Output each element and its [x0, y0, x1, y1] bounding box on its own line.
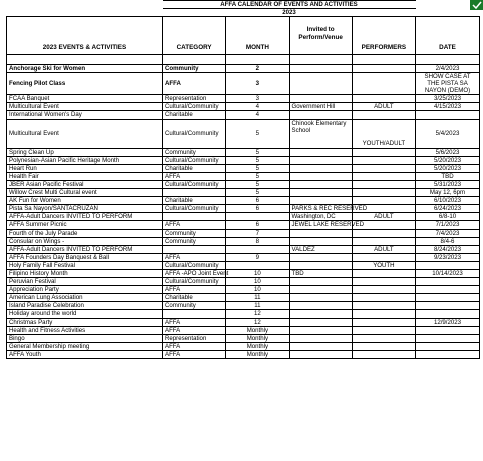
event-cell: Spring Clean Up	[7, 148, 163, 156]
date-cell: 5/20/2023	[416, 164, 480, 172]
header-date: DATE	[416, 17, 480, 55]
performers-cell	[352, 318, 415, 326]
invited-cell: VALDEZ	[289, 245, 352, 253]
performers-cell	[352, 286, 415, 294]
event-cell: International Women's Day	[7, 111, 163, 119]
invited-cell	[289, 229, 352, 237]
year-row	[7, 9, 480, 17]
invited-cell	[289, 111, 352, 119]
category-cell: AFFA	[163, 221, 226, 229]
table-row	[7, 253, 480, 261]
table-row	[7, 111, 480, 119]
category-cell: Cultural/Community	[163, 180, 226, 188]
category-cell	[163, 213, 226, 221]
performers-cell	[352, 180, 415, 188]
table-row	[7, 205, 480, 213]
invited-cell: TBD	[289, 269, 352, 277]
month-cell	[226, 213, 289, 221]
performers-cell: ADULT	[352, 103, 415, 111]
category-cell: AFFA	[163, 342, 226, 350]
table-row	[7, 229, 480, 237]
table-row	[7, 261, 480, 269]
invited-cell	[289, 334, 352, 342]
date-cell: May 12, 6pm	[416, 189, 480, 197]
date-cell	[416, 310, 480, 318]
spacer-row	[7, 55, 480, 65]
event-cell: Anchorage Ski for Women	[7, 65, 163, 73]
event-cell: Holiday around the world	[7, 310, 163, 318]
event-cell: Filipino History Month	[7, 269, 163, 277]
date-cell: TBD	[416, 172, 480, 180]
performers-cell: ADULT	[352, 213, 415, 221]
category-cell	[163, 189, 226, 197]
month-cell: 10	[226, 286, 289, 294]
performers-cell	[352, 342, 415, 350]
invited-cell	[289, 278, 352, 286]
table-row	[7, 326, 480, 334]
month-cell: Monthly	[226, 342, 289, 350]
category-cell: Representation	[163, 334, 226, 342]
event-cell: AFFA Founders Day Banquest & Ball	[7, 253, 163, 261]
date-cell: 4/15/2023	[416, 103, 480, 111]
performers-cell	[352, 302, 415, 310]
date-cell: SHOW CASE AT THE PISTA SA NAYON (DEMO)	[416, 73, 480, 95]
date-cell	[416, 294, 480, 302]
event-cell: Christmas Party	[7, 318, 163, 326]
performers-cell	[352, 111, 415, 119]
performers-cell	[352, 229, 415, 237]
performers-cell	[352, 197, 415, 205]
invited-cell	[289, 350, 352, 358]
event-cell: Heart Run	[7, 164, 163, 172]
performers-cell: ADULT	[352, 245, 415, 253]
table-row	[7, 197, 480, 205]
invited-cell	[289, 172, 352, 180]
event-cell: Polynesian-Asian Pacific Heritage Month	[7, 156, 163, 164]
invited-cell: PARKS & REC RESERVED	[289, 205, 352, 213]
table-row	[7, 65, 480, 73]
category-cell	[163, 245, 226, 253]
invited-cell	[289, 189, 352, 197]
month-cell: 4	[226, 111, 289, 119]
header-category: CATEGORY	[163, 17, 226, 55]
event-cell: Appreciation Party	[7, 286, 163, 294]
category-cell: AFFA	[163, 318, 226, 326]
month-cell: 4	[226, 103, 289, 111]
date-cell	[416, 326, 480, 334]
category-cell: Charitable	[163, 164, 226, 172]
event-cell: AFFA Summer Picnic	[7, 221, 163, 229]
event-cell: Consular on Wings -	[7, 237, 163, 245]
performers-cell	[352, 148, 415, 156]
invited-cell	[289, 302, 352, 310]
month-cell: 11	[226, 302, 289, 310]
date-cell: 6/8-10	[416, 213, 480, 221]
invited-cell: Government Hill	[289, 103, 352, 111]
invited-cell	[289, 197, 352, 205]
category-cell: AFFA	[163, 326, 226, 334]
invited-cell	[289, 65, 352, 73]
event-cell: AK Fun for Women	[7, 197, 163, 205]
month-cell: 5	[226, 119, 289, 148]
invited-cell	[289, 253, 352, 261]
performers-cell	[352, 189, 415, 197]
event-cell: Fencing Pilot Class	[7, 73, 163, 95]
month-cell: 12	[226, 310, 289, 318]
date-cell: 8/24/2023	[416, 245, 480, 253]
date-cell: 9/23/2023	[416, 253, 480, 261]
event-cell: AFFA-Adult Dancers INVITED TO PERFORM	[7, 245, 163, 253]
month-cell: 10	[226, 269, 289, 277]
table-row	[7, 164, 480, 172]
table-row	[7, 318, 480, 326]
performers-cell	[352, 95, 415, 103]
category-cell: Charitable	[163, 294, 226, 302]
table-row	[7, 294, 480, 302]
date-cell: 5/31/2023	[416, 180, 480, 188]
month-cell: 8	[226, 237, 289, 245]
month-cell: 6	[226, 205, 289, 213]
event-cell: Multicultural Event	[7, 103, 163, 111]
event-cell: AFFA-Adult Dancers INVITED TO PERFORM	[7, 213, 163, 221]
header-invited: Invited to Perform/Venue	[289, 17, 352, 55]
month-cell: Monthly	[226, 326, 289, 334]
event-cell: Holy Family Fall Festival	[7, 261, 163, 269]
category-cell: Cultural/Community	[163, 156, 226, 164]
date-cell: 8/4-6	[416, 237, 480, 245]
invited-cell	[289, 318, 352, 326]
date-cell	[416, 286, 480, 294]
date-cell	[416, 302, 480, 310]
header-performers: PERFORMERS	[352, 17, 415, 55]
month-cell: 2	[226, 65, 289, 73]
category-cell	[163, 310, 226, 318]
date-cell: 12/9/2023	[416, 318, 480, 326]
invited-cell	[289, 148, 352, 156]
event-cell: Fourth of the July Parade	[7, 229, 163, 237]
table-row	[7, 302, 480, 310]
title-row	[7, 1, 480, 9]
category-cell: AFFA	[163, 73, 226, 95]
month-cell: 9	[226, 253, 289, 261]
table-row	[7, 180, 480, 188]
performers-cell	[352, 350, 415, 358]
invited-cell	[289, 237, 352, 245]
date-cell: 5/20/2023	[416, 156, 480, 164]
month-cell: Monthly	[226, 350, 289, 358]
header-row	[7, 17, 480, 55]
invited-cell: Washington, DC	[289, 213, 352, 221]
date-cell: 6/10/2023	[416, 197, 480, 205]
event-cell: Pista Sa Nayon/SANTACRUZAN	[7, 205, 163, 213]
category-cell: AFFA	[163, 253, 226, 261]
category-cell: Cultural/Community	[163, 103, 226, 111]
performers-cell: YOUTH	[352, 261, 415, 269]
performers-cell	[352, 253, 415, 261]
table-row	[7, 172, 480, 180]
performers-cell	[352, 156, 415, 164]
category-cell: Cultural/Community	[163, 205, 226, 213]
event-cell: Peruvian Festival	[7, 278, 163, 286]
table-row	[7, 350, 480, 358]
performers-cell: YOUTH/ADULT	[352, 119, 415, 148]
month-cell: 6	[226, 197, 289, 205]
category-cell: Community	[163, 65, 226, 73]
table-row	[7, 286, 480, 294]
category-cell: AFFA -APO Joint Event	[163, 269, 226, 277]
category-cell: AFFA	[163, 286, 226, 294]
month-cell: 6	[226, 221, 289, 229]
month-cell: 3	[226, 95, 289, 103]
calendar-year: 2023	[163, 9, 416, 17]
date-cell: 7/1/2023	[416, 221, 480, 229]
category-cell: Charitable	[163, 111, 226, 119]
table-row	[7, 213, 480, 221]
date-cell: 5/6/2023	[416, 148, 480, 156]
category-cell: Community	[163, 148, 226, 156]
performers-cell	[352, 164, 415, 172]
event-cell: Health and Fitness Activities	[7, 326, 163, 334]
table-row	[7, 310, 480, 318]
date-cell: 10/14/2023	[416, 269, 480, 277]
category-cell: Community	[163, 237, 226, 245]
date-cell: 5/4/2023	[416, 119, 480, 148]
event-cell: Willow Crest Multi Cultural event	[7, 189, 163, 197]
month-cell: 12	[226, 318, 289, 326]
performers-cell	[352, 310, 415, 318]
event-cell: FCAA Banquet	[7, 95, 163, 103]
date-cell	[416, 342, 480, 350]
table-row	[7, 148, 480, 156]
event-cell: Health Fair	[7, 172, 163, 180]
invited-cell	[289, 156, 352, 164]
header-events: 2023 EVENTS & ACTIVITIES	[7, 17, 163, 55]
table-row	[7, 95, 480, 103]
performers-cell	[352, 73, 415, 95]
month-cell: 5	[226, 189, 289, 197]
performers-cell	[352, 172, 415, 180]
date-cell	[416, 334, 480, 342]
table-row	[7, 334, 480, 342]
month-cell: 5	[226, 180, 289, 188]
events-table	[6, 0, 480, 359]
date-cell	[416, 350, 480, 358]
table-row	[7, 119, 480, 148]
invited-cell	[289, 294, 352, 302]
month-cell: 11	[226, 294, 289, 302]
invited-cell: Chinook Elementary School	[289, 119, 352, 148]
event-cell: Island Paradise Celebration	[7, 302, 163, 310]
header-month: MONTH	[226, 17, 289, 55]
table-row	[7, 189, 480, 197]
month-cell: 5	[226, 172, 289, 180]
date-cell	[416, 111, 480, 119]
month-cell	[226, 245, 289, 253]
table-row	[7, 245, 480, 253]
event-cell: General Membership meeting	[7, 342, 163, 350]
category-cell: Community	[163, 302, 226, 310]
table-row	[7, 73, 480, 95]
month-cell: 5	[226, 164, 289, 172]
event-cell: AFFA Youth	[7, 350, 163, 358]
table-row	[7, 221, 480, 229]
performers-cell	[352, 269, 415, 277]
month-cell: 3	[226, 73, 289, 95]
table-row	[7, 237, 480, 245]
category-cell: Cultural/Community	[163, 119, 226, 148]
date-cell	[416, 278, 480, 286]
invited-cell	[289, 326, 352, 334]
invited-cell	[289, 286, 352, 294]
date-cell: 2/4/2023	[416, 65, 480, 73]
date-cell: 7/4/2023	[416, 229, 480, 237]
category-cell: Charitable	[163, 197, 226, 205]
event-cell: Bingo	[7, 334, 163, 342]
category-cell: Cultural/Community	[163, 261, 226, 269]
table-row	[7, 156, 480, 164]
calendar-title: AFFA CALENDAR OF EVENTS AND ACTIVITIES	[163, 1, 416, 9]
invited-cell: JEWEL LAKE RESERVED	[289, 221, 352, 229]
month-cell: 10	[226, 278, 289, 286]
performers-cell	[352, 294, 415, 302]
month-cell: Monthly	[226, 334, 289, 342]
table-row	[7, 278, 480, 286]
month-cell: 5	[226, 156, 289, 164]
category-cell: Cultural/Community	[163, 278, 226, 286]
invited-cell	[289, 310, 352, 318]
category-cell: Representation	[163, 95, 226, 103]
invited-cell	[289, 261, 352, 269]
invited-cell	[289, 164, 352, 172]
invited-cell	[289, 342, 352, 350]
performers-cell	[352, 278, 415, 286]
event-cell: American Lung Association	[7, 294, 163, 302]
date-cell	[416, 261, 480, 269]
table-row	[7, 342, 480, 350]
invited-cell	[289, 95, 352, 103]
month-cell	[226, 261, 289, 269]
table-row	[7, 103, 480, 111]
category-cell: AFFA	[163, 172, 226, 180]
performers-cell	[352, 65, 415, 73]
event-cell: JBER Asian Pacific Festival	[7, 180, 163, 188]
performers-cell	[352, 237, 415, 245]
performers-cell	[352, 326, 415, 334]
month-cell: 5	[226, 148, 289, 156]
performers-cell	[352, 334, 415, 342]
month-cell: 7	[226, 229, 289, 237]
date-cell: 3/25/2023	[416, 95, 480, 103]
event-cell: Multicultural Event	[7, 119, 163, 148]
table-row	[7, 269, 480, 277]
category-cell: AFFA	[163, 350, 226, 358]
category-cell: Community	[163, 229, 226, 237]
date-cell: 6/24/2023	[416, 205, 480, 213]
invited-cell	[289, 73, 352, 95]
invited-cell	[289, 180, 352, 188]
